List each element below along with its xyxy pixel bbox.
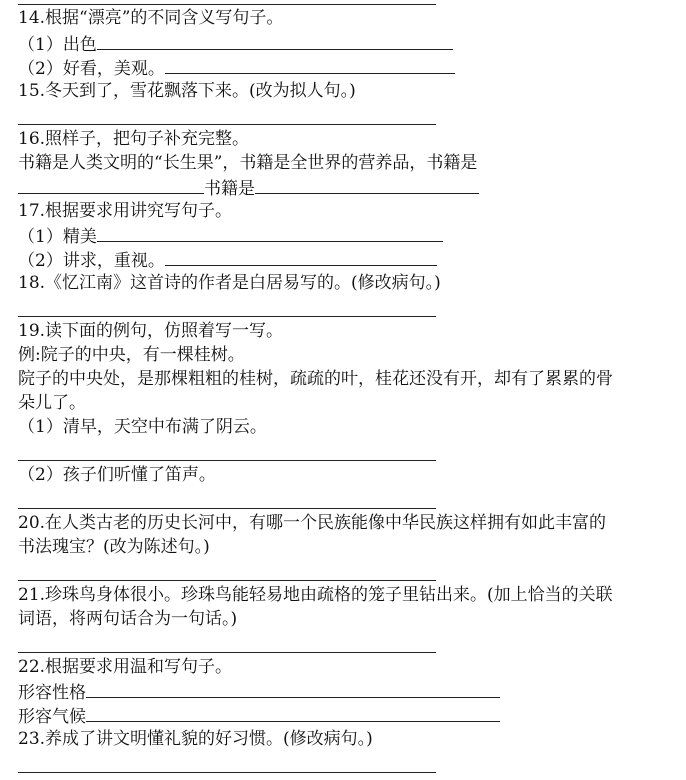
part-label: （1）精美 — [18, 227, 97, 247]
answer-line[interactable] — [18, 580, 436, 581]
question-14-part-1 — [18, 31, 453, 55]
question-19-example: 例:院子的中央，有一棵桂树。 — [18, 345, 245, 365]
answer-blank[interactable] — [18, 175, 204, 194]
answer-blank[interactable] — [165, 55, 455, 74]
part-label: 形容性格 — [18, 683, 86, 703]
question-16-line-2 — [18, 175, 479, 199]
question-22-part-2 — [18, 703, 500, 727]
question-19-title: 19.读下面的例句，仿照着写一写。 — [18, 321, 284, 341]
question-21-line-1: 21.珍珠鸟身体很小。珍珠鸟能轻易地由疏格的笼子里钻出来。(加上恰当的关联 — [18, 585, 613, 605]
answer-line[interactable] — [18, 652, 436, 653]
question-14-part-2 — [18, 55, 455, 79]
question-22-title: 22.根据要求用温和写句子。 — [18, 657, 233, 677]
answer-line[interactable] — [18, 4, 436, 5]
answer-blank[interactable] — [97, 31, 453, 50]
question-17-title: 17.根据要求用讲究写句子。 — [18, 201, 233, 221]
answer-blank[interactable] — [165, 247, 437, 266]
sentence-fragment: 书籍是 — [204, 179, 255, 199]
part-label: （1）出色 — [18, 35, 97, 55]
question-19-part-2: （2）孩子们听懂了笛声。 — [18, 465, 216, 485]
part-label: （2）好看，美观。 — [18, 59, 165, 79]
answer-blank[interactable] — [86, 679, 500, 698]
part-label: （2）讲求，重视。 — [18, 251, 165, 271]
answer-line[interactable] — [18, 124, 436, 125]
answer-blank[interactable] — [97, 223, 443, 242]
question-19-part-1: （1）清早，天空中布满了阴云。 — [18, 417, 267, 437]
question-18-title: 18.《忆江南》这首诗的作者是白居易写的。(修改病句。) — [18, 273, 441, 293]
question-17-part-2 — [18, 247, 437, 271]
answer-line[interactable] — [18, 316, 436, 317]
question-20-line-2: 书法瑰宝？(改为陈述句。) — [18, 537, 210, 557]
question-19-paragraph-2: 朵儿了。 — [18, 393, 86, 413]
answer-blank[interactable] — [86, 703, 500, 722]
question-23-title: 23.养成了讲文明懂礼貌的好习惯。(修改病句。) — [18, 729, 373, 749]
question-19-paragraph-1: 院子的中央处，是那棵粗粗的桂树，疏疏的叶，桂花还没有开，却有了累累的骨 — [18, 369, 613, 389]
answer-blank[interactable] — [255, 175, 479, 194]
question-22-part-1 — [18, 679, 500, 703]
answer-line[interactable] — [18, 772, 436, 773]
question-16-title: 16.照样子，把句子补充完整。 — [18, 129, 250, 149]
question-20-line-1: 20.在人类古老的历史长河中，有哪一个民族能像中华民族这样拥有如此丰富的 — [18, 513, 607, 533]
question-21-line-2: 词语，将两句话合为一句话。) — [18, 609, 238, 629]
part-label: 形容气候 — [18, 707, 86, 727]
question-17-part-1 — [18, 223, 443, 247]
question-16-line-1: 书籍是人类文明的“长生果”，书籍是全世界的营养品，书籍是 — [18, 153, 478, 173]
question-14-title: 14.根据“漂亮”的不同含义写句子。 — [18, 8, 284, 28]
question-15-title: 15.冬天到了，雪花飘落下来。(改为拟人句。) — [18, 81, 356, 101]
answer-line[interactable] — [18, 460, 436, 461]
answer-line[interactable] — [18, 508, 436, 509]
